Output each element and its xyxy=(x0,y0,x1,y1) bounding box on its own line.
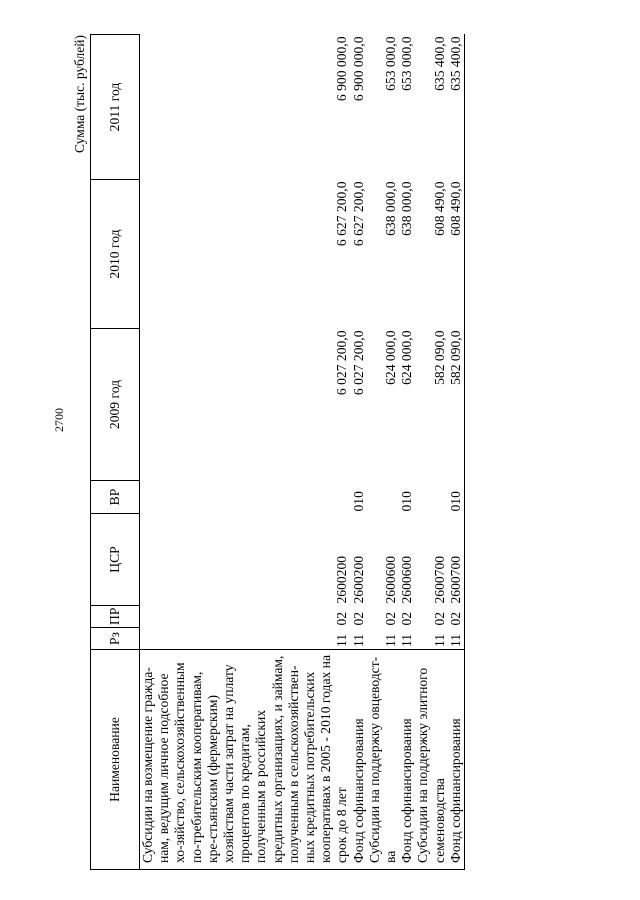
row-pr: 02 xyxy=(431,611,447,626)
header-csr: ЦСР xyxy=(91,514,140,606)
table-body xyxy=(140,35,465,870)
table-row xyxy=(415,35,447,870)
row-2010-amount: 608 490,0 xyxy=(448,180,465,329)
row-name: Субсидии на поддержку овцеводст-ва xyxy=(367,650,399,870)
header-2011: 2011 год xyxy=(91,35,140,180)
row-2010-amount: 638 000,0 xyxy=(383,181,399,236)
row-2009-amount: 624 000,0 xyxy=(383,330,399,385)
row-2011-amount: 6 900 000,0 xyxy=(334,36,350,102)
row-rz: 11 xyxy=(399,633,415,647)
row-name: Фонд софинансирования xyxy=(351,650,367,870)
row-csr: 2600200 xyxy=(334,555,350,604)
table-row xyxy=(140,35,351,870)
table-row xyxy=(399,35,415,870)
row-2010-amount: 638 000,0 xyxy=(399,181,415,236)
table-header-row xyxy=(91,35,140,870)
table-row xyxy=(367,35,399,870)
row-vr xyxy=(367,481,399,514)
row-name: Фонд софинансирования xyxy=(448,650,465,870)
row-csr: 2600600 xyxy=(399,555,415,604)
row-rz: 11 xyxy=(431,633,447,647)
row-name: Субсидии на поддержку элитного семеноводства xyxy=(415,650,447,870)
row-pr: 02 xyxy=(399,611,415,626)
budget-table xyxy=(90,34,465,870)
row-2009-amount: 6 027 200,0 xyxy=(350,330,366,396)
row-csr: 2600200 xyxy=(350,555,366,604)
row-rz: 11 xyxy=(334,633,350,647)
row-name: Субсидии на возмещение гражда-нам, ведущим личное подсобное хо-зяйство, сельскохозяйственным по-требительским кооперативам, кре-стьянским (фермерским) хозяйствам части затрат на уплату процентов по кредитам, полученным в российских кредитных организациях, и займам, полученным в сельскохозяйствен-ных кредитных потребительских кооперативах в 2005 - 2010 годах на срок до 8 лет xyxy=(140,650,351,870)
header-2010: 2010 год xyxy=(91,180,140,329)
row-2011-amount: 653 000,0 xyxy=(399,36,415,91)
header-rz: Рз xyxy=(91,628,140,650)
row-rz: 11 xyxy=(383,633,399,647)
row-2011-amount: 635 400,0 xyxy=(448,35,465,180)
header-name: Наименование xyxy=(91,650,140,870)
header-pr: ПР xyxy=(91,606,140,628)
row-2009-amount: 582 090,0 xyxy=(448,329,465,481)
row-2011-amount: 6 900 000,0 xyxy=(350,36,366,102)
row-pr: 02 xyxy=(383,611,399,626)
header-vr: ВР xyxy=(91,481,140,514)
row-pr: 02 xyxy=(448,606,465,628)
row-pr: 02 xyxy=(334,611,350,626)
row-2011-amount: 653 000,0 xyxy=(383,36,399,91)
row-rz: 11 xyxy=(350,633,366,647)
row-csr: 2600700 xyxy=(431,555,447,604)
row-2009-amount: 582 090,0 xyxy=(431,330,447,385)
row-csr: 2600600 xyxy=(383,555,399,604)
row-csr: 2600700 xyxy=(448,514,465,606)
row-vr xyxy=(140,481,351,514)
row-name: Фонд софинансирования xyxy=(399,650,415,870)
row-2009-amount: 624 000,0 xyxy=(399,330,415,385)
row-vr: 010 xyxy=(350,491,366,512)
row-vr: 010 xyxy=(399,491,415,512)
table-row xyxy=(448,35,465,870)
row-2010-amount: 608 490,0 xyxy=(431,181,447,236)
table-row xyxy=(351,35,367,870)
row-2011-amount: 635 400,0 xyxy=(431,36,447,91)
row-2009-amount: 6 027 200,0 xyxy=(334,330,350,396)
row-pr: 02 xyxy=(350,611,366,626)
row-vr: 010 xyxy=(448,481,465,514)
row-rz: 11 xyxy=(448,628,465,650)
page-number: 2700 xyxy=(52,408,66,432)
row-2010-amount: 6 627 200,0 xyxy=(334,181,350,247)
row-vr xyxy=(415,481,447,514)
units-caption: Сумма (тыс. рублей) xyxy=(72,35,87,153)
header-2009: 2009 год xyxy=(91,329,140,481)
row-2010-amount: 6 627 200,0 xyxy=(350,181,366,247)
